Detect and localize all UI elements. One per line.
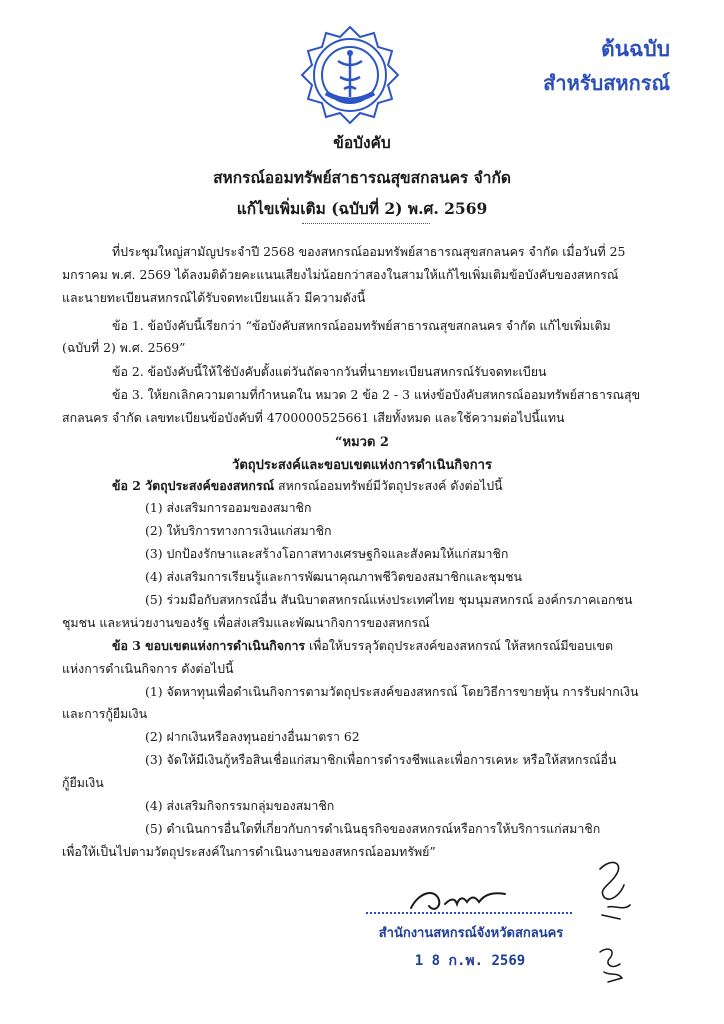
preamble-line-2: มกราคม พ.ศ. 2569 ได้ลงมติด้วยคะแนนเสียงไม่น้อยกว่าสองในสามให้แก้ไขเพิ่มเติมข้อบังคับของสหกรณ์ — [62, 267, 619, 282]
objective-item-5-line-1: (5) ร่วมมือกับสหกรณ์อื่น สันนิบาตสหกรณ์แห่งประเทศไทย ชุมนุมสหกรณ์ องค์กรภาคเอกชน — [145, 592, 633, 607]
scope-item-3-line-1: (3) จัดให้มีเงินกู้หรือสินเชื่อแก่สมาชิกเพื่อการดำรงชีพและเพื่อการเคหะ หรือให้สหกรณ์อื่น — [145, 752, 617, 767]
clause-1-line-2: (ฉบับที่ 2) พ.ศ. 2569” — [62, 340, 186, 355]
scope-item-4: (4) ส่งเสริมกิจกรรมกลุ่มของสมาชิก — [145, 798, 335, 813]
clause-1-line-1: ข้อ 1. ข้อบังคับนี้เรียกว่า “ข้อบังคับสหกรณ์ออมทรัพย์สาธารณสุขสกลนคร จำกัด แก้ไขเพิ่มเติม — [112, 318, 611, 333]
objective-item-1: (1) ส่งเสริมการออมของสมาชิก — [145, 500, 312, 515]
clause-2: ข้อ 2. ข้อบังคับนี้ให้ใช้บังคับตั้งแต่วันถัดจากวันที่นายทะเบียนสหกรณ์รับจดทะเบียน — [112, 364, 547, 379]
section-3-intro — [112, 637, 672, 654]
scope-item-1-line-1: (1) จัดหาทุนเพื่อดำเนินกิจการตามวัตถุประสงค์ของสหกรณ์ โดยวิธีการขายหุ้น การรับฝากเงิน — [145, 684, 639, 699]
scope-item-3-line-2: กู้ยืมเงิน — [62, 775, 104, 790]
stamp-line-for-coop: สำหรับสหกรณ์ — [543, 71, 670, 95]
document-title: ข้อบังคับ — [333, 133, 391, 152]
objective-item-3: (3) ปกป้องรักษาและสร้างโอกาสทางเศรษฐกิจและสังคมให้แก่สมาชิก — [145, 546, 509, 561]
organization-name: สหกรณ์ออมทรัพย์สาธารณสุขสกลนคร จำกัด — [213, 168, 511, 187]
provincial-office-name: สำนักงานสหกรณ์จังหวัดสกลนคร — [378, 926, 564, 941]
scope-item-5-line-2: เพื่อให้เป็นไปตามวัตถุประสงค์ในการดำเนินงานของสหกรณ์ออมทรัพย์” — [62, 844, 436, 859]
scope-item-5-line-1: (5) ดำเนินการอื่นใดที่เกี่ยวกับการดำเนินธุรกิจของสหกรณ์หรือการให้บริการแก่สมาชิก — [145, 821, 601, 836]
signature-dotted-line — [366, 912, 572, 914]
preamble-line-1: ที่ประชุมใหญ่สามัญประจำปี 2568 ของสหกรณ์ออมทรัพย์สาธารณสุขสกลนคร จำกัด เมื่อวันที่ 25 — [112, 244, 626, 259]
section-2-heading: ข้อ 2 วัตถุประสงค์ของสหกรณ์ — [112, 478, 275, 493]
clause-3-line-1: ข้อ 3. ให้ยกเลิกความตามที่กำหนดใน หมวด 2 ข้อ 2 - 3 แห่งข้อบังคับสหกรณ์ออมทรัพย์สาธารณสุข — [112, 387, 641, 402]
margin-initial-signature — [590, 855, 640, 925]
registration-date: 1 8 ก.พ. 2569 — [414, 953, 526, 969]
section-3-text: เพื่อให้บรรลุวัตถุประสงค์ของสหกรณ์ ให้สหกรณ์มีขอบเขต — [305, 638, 614, 653]
amendment-title: แก้ไขเพิ่มเติม (ฉบับที่ 2) พ.ศ. 2569 — [236, 199, 488, 218]
margin-initial-signature-2 — [592, 942, 632, 986]
original-copy-stamp — [520, 34, 670, 98]
chapter-title: “หมวด 2 — [335, 435, 389, 450]
clause-3-line-2: สกลนคร จำกัด เลขทะเบียนข้อบังคับที่ 4700000525661 เสียทั้งหมด และใช้ความต่อไปนี้แทน — [62, 410, 565, 425]
stamp-line-original: ต้นฉบับ — [601, 37, 670, 61]
header-dotted-divider — [302, 223, 430, 224]
objective-item-5-line-2: ชุมชน และหน่วยงานของรัฐ เพื่อส่งเสริมและพัฒนากิจการของสหกรณ์ — [62, 615, 430, 630]
scope-item-2: (2) ฝากเงินหรือลงทุนอย่างอื่นมาตรา 62 — [145, 729, 360, 744]
scope-item-1-line-2: และการกู้ยืมเงิน — [62, 706, 148, 721]
chapter-subtitle: วัตถุประสงค์และขอบเขตแห่งการดำเนินกิจการ — [232, 458, 492, 473]
objective-item-2: (2) ให้บริการทางการเงินแก่สมาชิก — [145, 523, 332, 538]
section-3-heading: ข้อ 3 ขอบเขตแห่งการดำเนินกิจการ — [112, 638, 306, 653]
objective-item-4: (4) ส่งเสริมการเรียนรู้และการพัฒนาคุณภาพชีวิตของสมาชิกและชุมชน — [145, 569, 522, 584]
section-2-text: สหกรณ์ออมทรัพย์มีวัตถุประสงค์ ดังต่อไปนี้ — [274, 478, 503, 493]
section-2-intro — [112, 477, 672, 494]
cooperative-seal-icon — [300, 25, 400, 125]
section-3-text-line-2: แห่งการดำเนินกิจการ ดังต่อไปนี้ — [62, 661, 234, 676]
preamble-line-3: และนายทะเบียนสหกรณ์ได้รับจดทะเบียนแล้ว มีความดังนี้ — [62, 290, 366, 305]
